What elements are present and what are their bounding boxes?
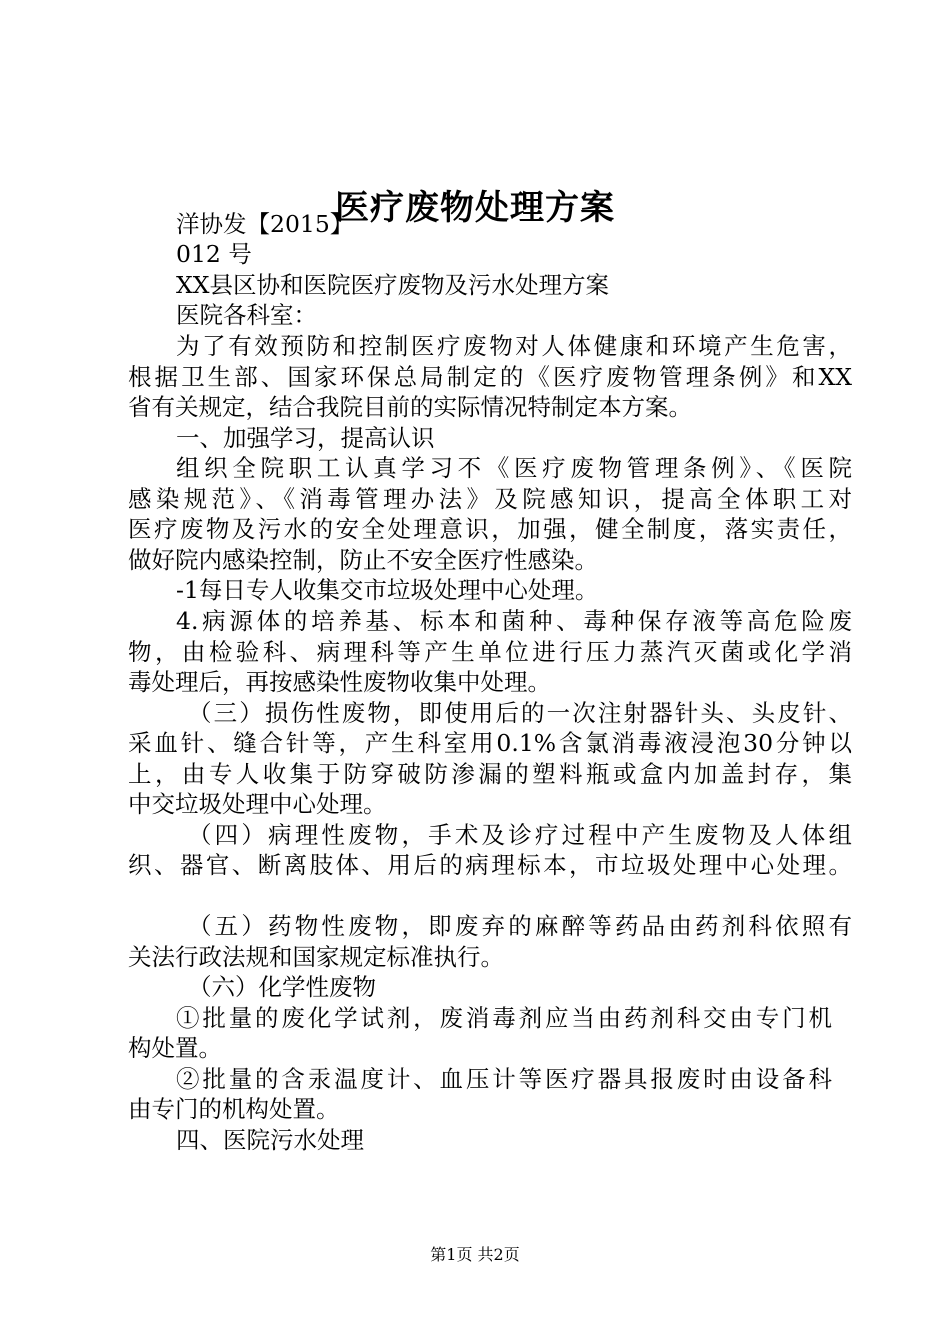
section-heading: 四、医院污水处理 xyxy=(176,1126,364,1154)
paragraph-line: 织、器官、断离肢体、用后的病理标本，市垃圾处理中心处理。 xyxy=(128,851,852,879)
paragraph-line: 为了有效预防和控制医疗废物对人体健康和环境产生危害， xyxy=(176,332,852,360)
paragraph-line: 物，由检验科、病理科等产生单位进行压力蒸汽灭菌或化学消 xyxy=(128,638,852,666)
paragraph-line: 由专门的机构处置。 xyxy=(128,1095,340,1123)
paragraph-line: 构处置。 xyxy=(128,1034,222,1062)
paragraph-line: 采血针、缝合针等，产生科室用0.1%含氯消毒液浸泡30分钟以 xyxy=(128,729,852,757)
section-heading: 一、加强学习，提高认识 xyxy=(176,424,435,452)
paragraph-line: 毒处理后，再按感染性废物收集中处理。 xyxy=(128,668,551,696)
paragraph-line: 根据卫生部、国家环保总局制定的《医疗废物管理条例》和XX xyxy=(128,363,852,391)
paragraph-line: ②批量的含汞温度计、血压计等医疗器具报废时由设备科 xyxy=(176,1065,832,1093)
paragraph-line: （五）药物性废物，即废弃的麻醉等药品由药剂科依照有 xyxy=(188,912,852,940)
paragraph-line: 中交垃圾处理中心处理。 xyxy=(128,790,387,818)
paragraph-line: （四）病理性废物，手术及诊疗过程中产生废物及人体组 xyxy=(188,821,852,849)
paragraph-line: 医疗废物及污水的安全处理意识，加强，健全制度，落实责任， xyxy=(128,515,852,543)
paragraph-line: 4.病源体的培养基、标本和菌种、毒种保存液等高危险废 xyxy=(176,607,852,635)
paragraph-line: ①批量的废化学试剂，废消毒剂应当由药剂科交由专门机 xyxy=(176,1004,832,1032)
document-title: 医疗废物处理方案 xyxy=(335,188,615,228)
page-footer: 第1页 共2页 xyxy=(430,1245,520,1264)
paragraph-line: -1每日专人收集交市垃圾处理中心处理。 xyxy=(176,576,599,604)
paragraph-line: 省有关规定，结合我院目前的实际情况特制定本方案。 xyxy=(128,393,692,421)
doc-salutation: 医院各科室： xyxy=(176,301,317,329)
section-heading: （六）化学性废物 xyxy=(188,973,376,1001)
paragraph-line: 关法行政法规和国家规定标准执行。 xyxy=(128,943,504,971)
paragraph-line: （三）损伤性废物，即使用后的一次注射器针头、头皮针、 xyxy=(188,699,852,727)
paragraph-line: 上，由专人收集于防穿破防渗漏的塑料瓶或盒内加盖封存，集 xyxy=(128,760,852,788)
doc-number-suffix: 012 号 xyxy=(176,240,252,268)
paragraph-line: 做好院内感染控制，防止不安全医疗性感染。 xyxy=(128,546,598,574)
doc-subtitle: XX县区协和医院医疗废物及污水处理方案 xyxy=(176,271,609,299)
doc-number-line: 洋协发【2015】 xyxy=(176,210,354,238)
paragraph-line: 感染规范》、《消毒管理办法》及院感知识，提高全体职工对 xyxy=(128,485,852,513)
paragraph-line: 组织全院职工认真学习不《医疗废物管理条例》、《医院 xyxy=(176,454,852,482)
